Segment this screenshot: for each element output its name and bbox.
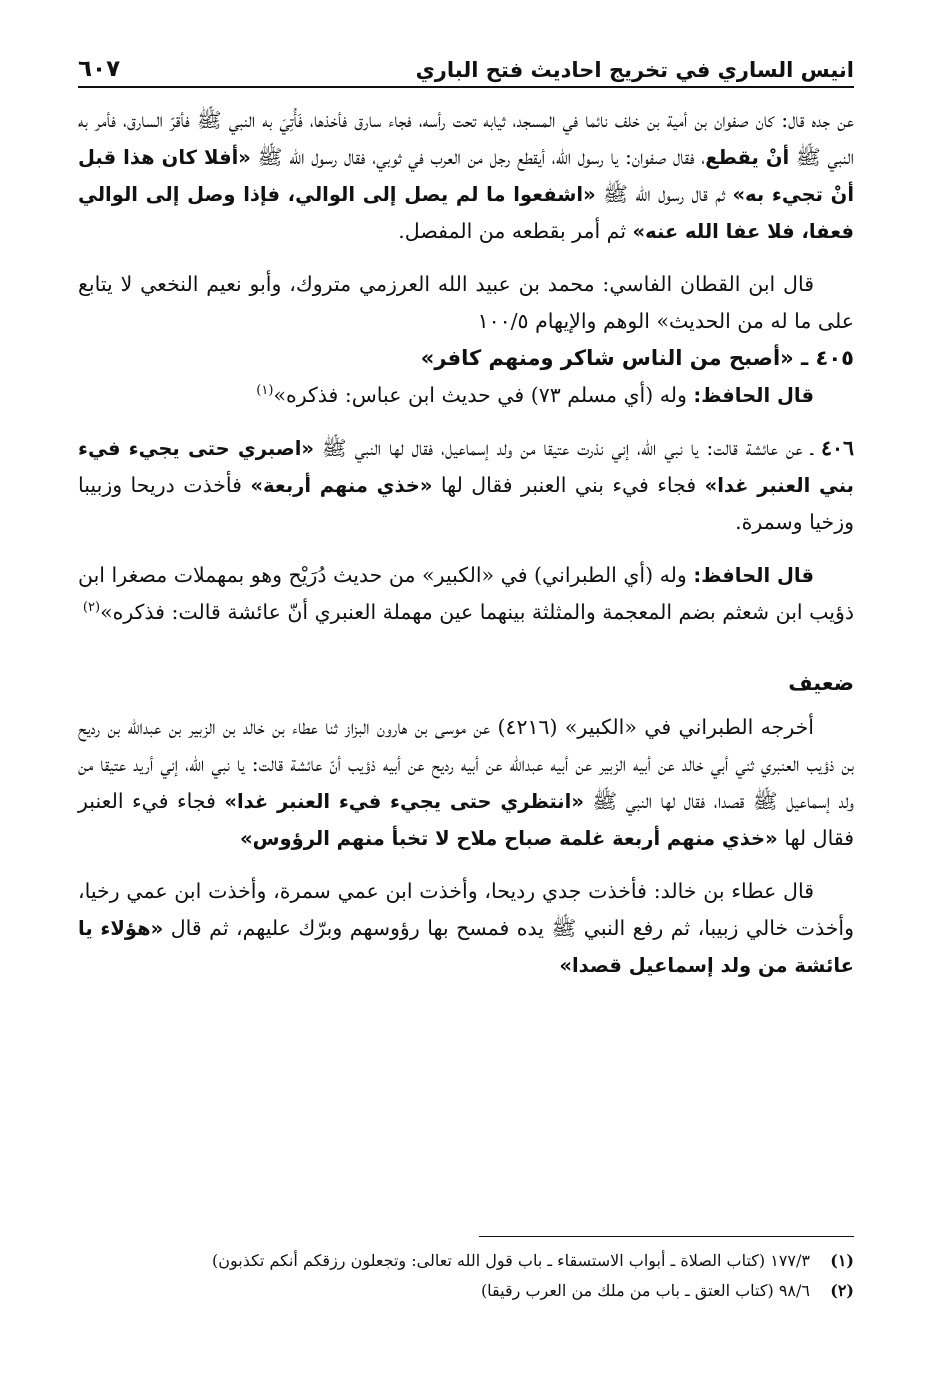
ibn-qattan-note: قال ابن القطان الفاسي: محمد بن عبيد الله العرزمي متروك، وأبو نعيم النخعي لا يتابع على ما له من الحديث» الوهم والإيهام ١٠٠/٥	[78, 272, 854, 333]
footnotes	[78, 1246, 854, 1306]
footnote-mark: (١)	[830, 1251, 854, 1270]
hafiz-note-406: قال الحافظ: وله (أي الطبراني) في «الكبير» من حديث دُرَيْح وهو بمهملات مصغرا ابن ذؤيب ابن شعثم بضم المعجمة والمثلثة بينهما عين مهملة العنبري أنّ عائشة قالت: فذكره»$^{(٢)}$	[78, 563, 854, 624]
ata-narration: قال عطاء بن خالد: فأخذت جدي رديحا، وأخذت ابن عمي سمرة، وأخذت ابن عمي رخيا، وأخذت خالي زبيبا، ثم رفع النبي ﷺ يده فمسح بها رؤوسهم وبرّك عليهم، ثم قال «هؤلاء يا عائشة من ولد إسماعيل قصدا»	[78, 879, 854, 977]
header-rule	[78, 86, 854, 88]
footnote-separator	[479, 1236, 854, 1237]
footnote-text: ٩٨/٦ (كتاب العتق ـ باب من ملك من العرب رقيقا)	[480, 1281, 810, 1300]
footnote-ref-1[interactable]: (١)	[256, 383, 274, 399]
grading-title: ضعيف	[788, 671, 854, 695]
footnote-ref-2[interactable]: (٢)	[82, 600, 101, 616]
page-number: ٦٠٧	[78, 56, 121, 82]
hadith-404-text: عن جده قال: كان صفوان بن أمية بن خلف نائما في المسجد، ثيابه تحت رأسه، فجاء سارق فأخذها، فَأُتِيَ به النبي ﷺ فأقرّ السارق، فأمر به النبي ﷺ أنْ يقطع، فقال صفوان: يا رسول الله، أيقطع رجل من العرب في ثوبي، فقال رسول الله ﷺ «أفلا كان هذا قبل أنْ تجيء به» ثم قال رسول الله ﷺ «اشفعوا ما لم يصل إلى الوالي، فإذا وصل إلى الوالي فعفا، فلا عفا الله عنه» ثم أمر بقطعه من المفصل.	[78, 108, 854, 243]
page-header	[78, 48, 854, 82]
takhrij-paragraph: أخرجه الطبراني في «الكبير» (٤٢١٦) عن موسى بن هارون البزاز ثنا عطاء بن خالد بن الزبير بن عبدالله بن رديح بن ذؤيب العنبري ثني أبي خالد عن أبيه الزبير عن أبيه عبدالله عن أبيه رديح عن أبيه ذؤيب أنّ عائشة قالت: يا نبي الله، إني أريد عتيقا من ولد إسماعيل ﷺ قصدا، فقال لها النبي ﷺ «انتظري حتى يجيء فيء العنبر غدا» فجاء فيء العنبر فقال لها «خذي منهم أربعة غلمة صباح ملاح لا تخبأ منهم الرؤوس»	[78, 715, 854, 850]
hadith-405-heading: ٤٠٥ ـ «أصبح من الناس شاكر ومنهم كافر»	[420, 346, 854, 370]
hafiz-note-405: قال الحافظ: وله (أي مسلم ٧٣) في حديث ابن عباس: فذكره»$^{(١)}$	[256, 383, 814, 407]
footnote-1	[78, 1246, 854, 1276]
hadith-406-text: ٤٠٦ ـ عن عائشة قالت: يا نبي الله، إني نذرت عتيقا من ولد إسماعيل، فقال لها النبي ﷺ «اصبري حتى يجيء فيء بني العنبر غدا» فجاء فيء بني العنبر فقال لها «خذي منهم أربعة» فأخذت دريحا وزبيبا وزخيا وسمرة.	[78, 436, 855, 534]
footnote-2	[78, 1276, 854, 1306]
footnote-text: ١٧٧/٣ (كتاب الصلاة ـ أبواب الاستسقاء ـ باب قول الله تعالى: وتجعلون رزقكم أنكم تكذبون)	[211, 1251, 810, 1270]
page-body	[78, 102, 854, 984]
footnote-mark: (٢)	[830, 1281, 854, 1300]
running-title: انيس الساري في تخريج احاديث فتح الباري	[415, 58, 854, 82]
